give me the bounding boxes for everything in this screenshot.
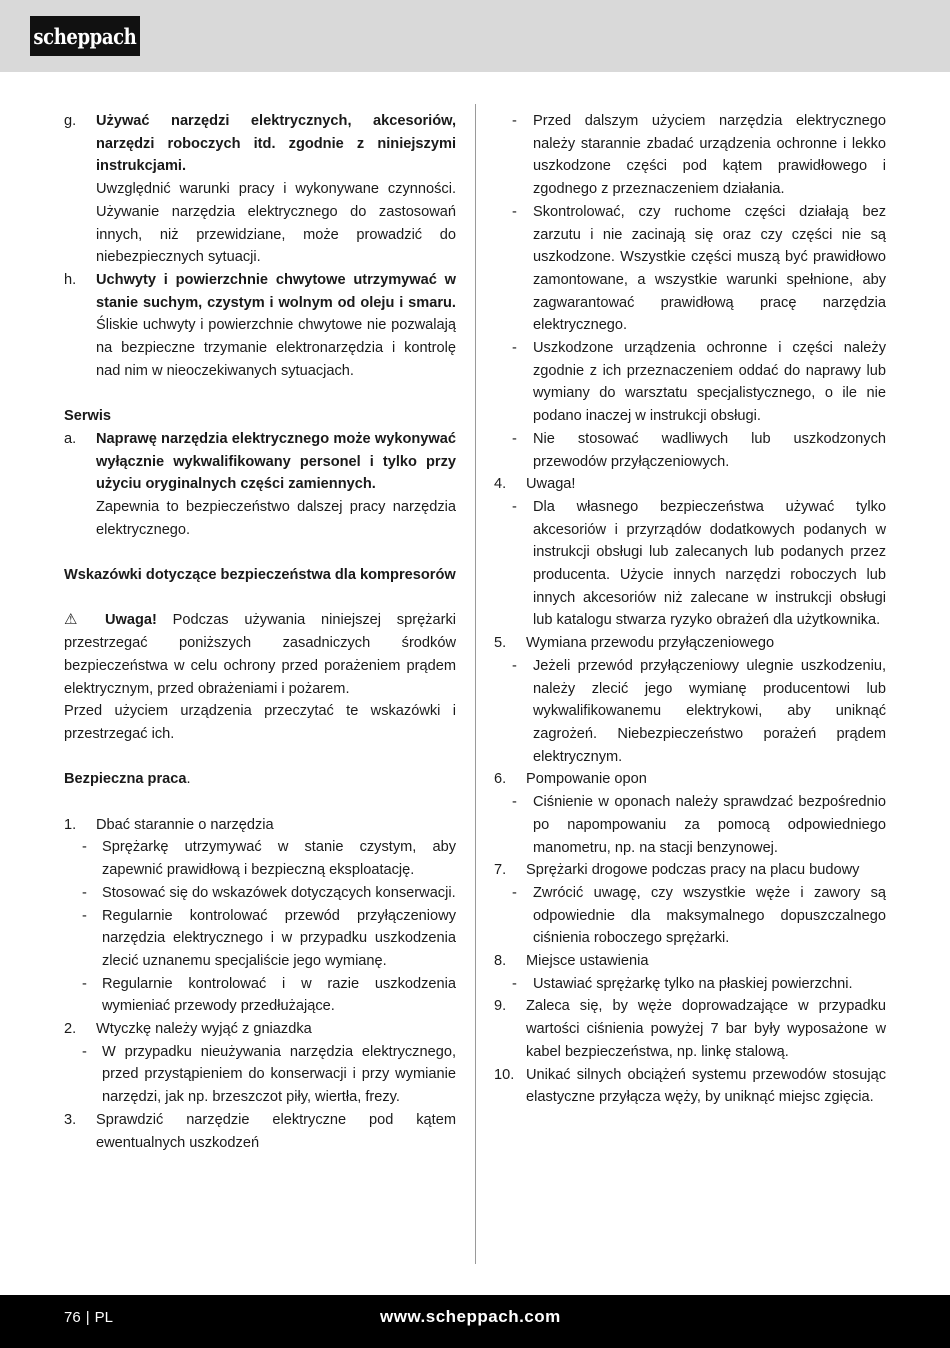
sub-item (64, 973, 456, 1018)
column-divider (475, 104, 476, 1264)
page-indicator: 76 | PL (64, 1309, 113, 1326)
sub-item (64, 1041, 456, 1109)
sub-item-text: Zwrócić uwagę, czy wszystkie węże i zawory są odpowiednie dla maksymalnego dopuszczalnego ciśnienia roboczego sprężarki. (533, 884, 886, 947)
item-title: Sprawdzić narzędzie elektryczne pod kątem ewentualnych uszkodzeń (96, 1111, 456, 1151)
sub-item (64, 836, 456, 881)
item-number: 7. (494, 862, 507, 879)
sub-item (494, 337, 886, 428)
item-title: Unikać silnych obciążeń systemu przewodów stosując elastyczne przyłącza węży, by uniknąć miejsc zgięcia. (526, 1066, 886, 1106)
numbered-item (64, 1018, 456, 1041)
page-language: PL (94, 1309, 113, 1326)
item-number: 5. (494, 635, 507, 652)
continued-sub-list (494, 110, 886, 473)
item-number: 1. (64, 816, 77, 833)
heading-dot: . (186, 771, 191, 788)
dash-marker: - (82, 839, 87, 856)
sub-item-text: Dla własnego bezpieczeństwa używać tylko akcesoriów i przyrządów dodatkowych podanych w instrukcji obsługi lub zalecanych lub podanych przez producenta. Użycie innych narzędzi roboczych lub innych akcesoriów niż zalecane w instrukcji obsługi lub katalogu stwarza ryzyko obrażeń dla użytkownika. (533, 498, 886, 629)
sub-item (494, 655, 886, 769)
sub-item (64, 905, 456, 973)
dash-marker: - (512, 794, 517, 811)
serwis-heading: Serwis (64, 408, 112, 425)
dash-marker: - (512, 975, 517, 992)
numbered-item (494, 859, 886, 882)
sub-item (494, 110, 886, 201)
item-title: Wtyczkę należy wyjąć z gniazdka (96, 1021, 312, 1038)
item-number: 10. (494, 1066, 515, 1083)
safe-work-list (64, 814, 456, 1155)
numbered-item (494, 1064, 886, 1109)
sub-item-text: Regularnie kontrolować przewód przyłączeniowy narzędzia elektrycznego i w przypadku uszkodzenia zlecić uznanemu specjaliście jego wymianę. (102, 907, 456, 969)
sub-item (494, 496, 886, 632)
dash-marker: - (82, 1043, 87, 1060)
sub-item (64, 882, 456, 905)
footer-bar (0, 1295, 950, 1348)
item-title: Miejsce ustawienia (526, 953, 649, 970)
item-h-bold: Uchwyty i powierzchnie chwytowe utrzymywać w stanie suchym, czystym i wolnym od oleju i smaru. (96, 271, 456, 311)
safe-work-heading: Bezpieczna praca (64, 771, 187, 788)
dash-marker: - (512, 430, 517, 447)
dash-marker: - (512, 203, 517, 220)
left-column (64, 110, 456, 1154)
sub-item-text: Jeżeli przewód przyłączeniowy ulegnie uszkodzeniu, należy zlecić jego wymianę producentowi lub wykwalifikowanemu elektrykowi, aby uniknąć zagrożeń. Niebezpieczeństwo porażeń prądem elektrycznym. (533, 657, 886, 765)
item-number: 4. (494, 476, 507, 493)
item-title: Uwaga! (526, 476, 576, 493)
numbered-list (494, 473, 886, 1109)
dash-marker: - (82, 907, 87, 924)
list-item-h (64, 269, 456, 383)
numbered-item (494, 768, 886, 791)
item-a-bold: Naprawę narzędzia elektrycznego może wykonywać wyłącznie wykwalifikowany personel i tylko przy użyciu oryginalnych części zamiennych. (96, 430, 456, 493)
numbered-item (494, 473, 886, 496)
sub-item (494, 428, 886, 473)
warning-bold: Uwaga! (104, 612, 157, 629)
item-title: Zaleca się, by węże doprowadzające w przypadku wartości ciśnienia powyżej 7 bar były wyposażone w kabel bezpieczeństwa, np. linkę stalową. (526, 998, 886, 1060)
sub-item-text: Nie stosować wadliwych lub uszkodzonych przewodów przyłączeniowych. (533, 430, 886, 470)
item-label: g. (64, 113, 77, 129)
item-number: 6. (494, 771, 507, 788)
sub-item-text: Uszkodzone urządzenia ochronne i części należy zgodnie z ich przeznaczeniem oddać do naprawy lub wymiany do warsztatu specjalistycznego, o ile nie podano inaczej w instrukcji obsługi. (533, 340, 886, 425)
right-column (494, 110, 886, 1109)
numbered-item (64, 814, 456, 837)
sub-item (494, 882, 886, 950)
item-number: 2. (64, 1021, 77, 1038)
sub-item (494, 791, 886, 859)
dash-marker: - (512, 113, 517, 129)
dash-marker: - (512, 884, 517, 901)
list-item-g (64, 110, 456, 269)
sub-item-text: Ciśnienie w oponach należy sprawdzać bezpośrednio po napompowaniu za pomocą odpowiedniego manometru, np. na stacji benzynowej. (533, 794, 886, 856)
warning-text-2: Przed użyciem urządzenia przeczytać te wskazówki i przestrzegać ich. (64, 703, 456, 742)
numbered-item (64, 1109, 456, 1154)
sub-item-text: Ustawiać sprężarkę tylko na płaskiej powierzchni. (533, 975, 853, 992)
list-item-a (64, 428, 456, 542)
item-title: Dbać starannie o narzędzia (96, 816, 274, 833)
item-title: Wymiana przewodu przyłączeniowego (526, 635, 775, 652)
warning-icon: ⚠ (64, 611, 90, 629)
sub-item-text: Skontrolować, czy ruchome części działają bez zarzutu i nie zacinają się oraz czy części nie są uszkodzone. Wszystkie części muszą być prawidłowo zamontowane, a wszystkie warunki spełnione, aby zagwarantować prawidłową pracę narzędzia elektrycznego. (533, 203, 886, 334)
sub-item (494, 201, 886, 337)
item-label: h. (64, 271, 77, 288)
website-url: www.scheppach.com (380, 1307, 561, 1326)
compressor-heading: Wskazówki dotyczące bezpieczeństwa dla kompresorów (64, 567, 456, 584)
page-number: 76 (64, 1309, 81, 1326)
dash-marker: - (82, 975, 87, 992)
dash-marker: - (512, 340, 517, 357)
dash-marker: - (512, 498, 517, 515)
sub-item-text: W przypadku nieużywania narzędzia elektrycznego, przed przystąpieniem do konserwacji i przy wymianie narzędzi, jak np. brzeszczot piły, wiertła, frezy. (102, 1043, 456, 1106)
item-a-text: Zapewnia to bezpieczeństwo dalszej pracy narzędzia elektrycznego. (96, 498, 456, 538)
dash-marker: - (82, 884, 87, 901)
numbered-item (494, 995, 886, 1063)
item-title: Sprężarki drogowe podczas pracy na placu budowy (526, 862, 860, 879)
sub-item-text: Stosować się do wskazówek dotyczących konserwacji. (102, 884, 456, 901)
item-number: 9. (494, 998, 507, 1015)
warning-paragraph (64, 609, 456, 700)
sub-item-text: Sprężarkę utrzymywać w stanie czystym, aby zapewnić prawidłową i bezpieczną eksploatację. (102, 839, 456, 879)
item-label: a. (64, 430, 77, 447)
item-number: 3. (64, 1111, 77, 1128)
item-g-text: Uwzględnić warunki pracy i wykonywane czynności. Używanie narzędzia elektrycznego do zastosowań innych, niż przewidziane, może prowadzić do niebezpiecznych sytuacji. (96, 181, 456, 266)
brand-logo-text: scheppach (33, 23, 137, 49)
sub-item-text: Przed dalszym użyciem narzędzia elektrycznego należy starannie zbadać urządzenia ochronne i lekko uszkodzone części pod kątem prawidłowego i zgodnego z przeznaczeniem działania. (533, 113, 886, 198)
item-g-bold: Używać narzędzi elektrycznych, akcesoriów, narzędzi roboczych itd. zgodnie z niniejszymi instrukcjami. (96, 113, 456, 175)
sub-item-text: Regularnie kontrolować i w razie uszkodzenia wymieniać przewody przedłużające. (102, 975, 456, 1015)
numbered-item (494, 632, 886, 655)
item-number: 8. (494, 953, 507, 970)
brand-logo (30, 16, 140, 56)
numbered-item (494, 950, 886, 973)
dash-marker: - (512, 657, 517, 674)
item-title: Pompowanie opon (526, 771, 647, 788)
warning-text: Podczas używania niniejszej sprężarki przestrzegać poniższych zasadniczych środków bezpieczeństwa w celu ochrony przed porażeniem prądem elektrycznym, przed obrażeniami i pożarem. (64, 612, 456, 697)
header-bar (0, 0, 950, 72)
sub-item (494, 973, 886, 996)
item-h-text: Śliskie uchwyty i powierzchnie chwytowe nie pozwalają na bezpieczne trzymanie elektronarzędzia i kontrolę nad nim w nieoczekiwanych sytuacjach. (96, 317, 456, 379)
